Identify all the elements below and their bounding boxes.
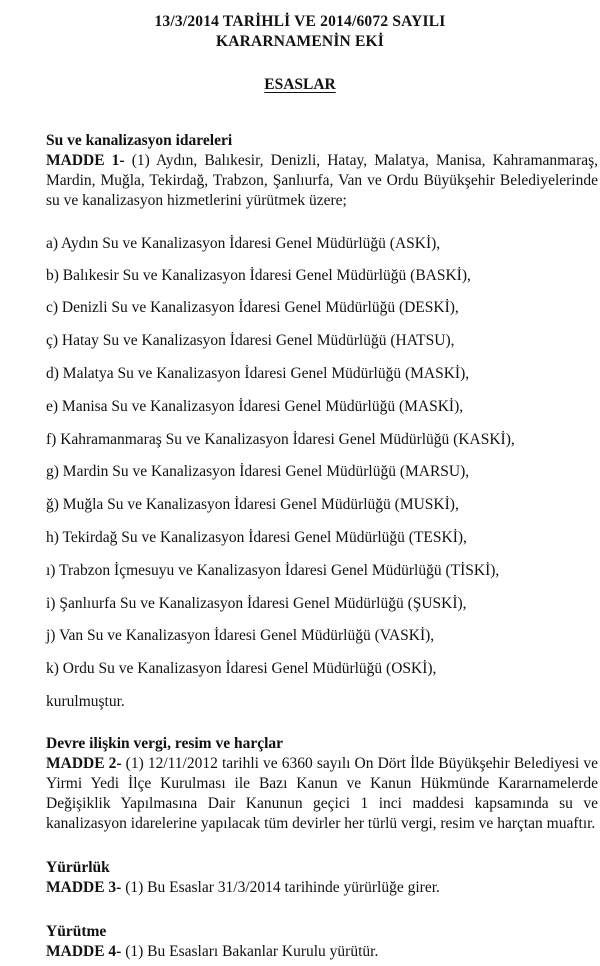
- madde-1-label: MADDE 1-: [46, 152, 125, 169]
- document-title-text: ESASLAR: [264, 76, 336, 93]
- list-item: e) Manisa Su ve Kanalizasyon İdaresi Genel Müdürlüğü (MASKİ),: [46, 398, 464, 415]
- madde-4-label: MADDE 4-: [46, 943, 122, 960]
- list-item: h) Tekirdağ Su ve Kanalizasyon İdaresi Genel Müdürlüğü (TESKİ),: [46, 529, 467, 546]
- list-item: f) Kahramanmaraş Su ve Kanalizasyon İdaresi Genel Müdürlüğü (KASKİ),: [46, 431, 515, 448]
- madde-2-text: (1) 12/11/2012 tarihli ve 6360 sayılı On Dört İlde Büyükşehir Belediyesi ve Yirmi Yedi İlçe Kurulması ile Bazı Kanun ve Kanun Hükmünde Kararnamelerde Değişiklik Yapılmasına Dair Kanunun geçici 1 inci maddesi kapsamında su ve kanalizasyon idarelerine yapılacak tüm devirler her türlü vergi, resim ve harçtan muaftır.: [46, 755, 598, 832]
- list-item: d) Malatya Su ve Kanalizasyon İdaresi Genel Müdürlüğü (MASKİ),: [46, 365, 470, 382]
- list-item: ı) Trabzon İçmesuyu ve Kanalizasyon İdaresi Genel Müdürlüğü (TİSKİ),: [46, 562, 500, 579]
- list-item: ç) Hatay Su ve Kanalizasyon İdaresi Genel Müdürlüğü (HATSU),: [46, 332, 455, 349]
- list-item: a) Aydın Su ve Kanalizasyon İdaresi Genel Müdürlüğü (ASKİ),: [46, 235, 441, 252]
- madde-1-text: (1) Aydın, Balıkesir, Denizli, Hatay, Malatya, Manisa, Kahramanmaraş, Mardin, Muğla, Tekirdağ, Trabzon, Şanlıurfa, Van ve Ordu Büyükşehir Belediyelerinde su ve kanalizasyon hizmetlerini yürütmek üzere;: [46, 152, 599, 209]
- madde-4-paragraph: [46, 942, 598, 962]
- list-item: g) Mardin Su ve Kanalizasyon İdaresi Genel Müdürlüğü (MARSU),: [46, 463, 470, 480]
- madde-3-label: MADDE 3-: [46, 879, 122, 896]
- madde-3-text: (1) Bu Esaslar 31/3/2014 tarihinde yürürlüğe girer.: [125, 879, 440, 896]
- section-1-closing: kurulmuştur.: [46, 693, 125, 710]
- list-item: k) Ordu Su ve Kanalizasyon İdaresi Genel Müdürlüğü (OSKİ),: [46, 660, 437, 677]
- madde-1-paragraph: [46, 151, 598, 211]
- madde-4-text: (1) Bu Esasları Bakanlar Kurulu yürütür.: [125, 943, 379, 960]
- madde-3-paragraph: [46, 878, 598, 898]
- section-heading-yurutme: Yürütme: [46, 923, 107, 940]
- list-item: ğ) Muğla Su ve Kanalizasyon İdaresi Genel Müdürlüğü (MUSKİ),: [46, 496, 459, 513]
- madde-2-label: MADDE 2-: [46, 755, 122, 772]
- list-item: c) Denizli Su ve Kanalizasyon İdaresi Genel Müdürlüğü (DESKİ),: [46, 299, 459, 316]
- document-title: [0, 75, 600, 95]
- section-heading-devir-vergi: Devre ilişkin vergi, resim ve harçlar: [46, 735, 284, 752]
- header-line-1: 13/3/2014 TARİHLİ VE 2014/6072 SAYILI: [154, 13, 446, 30]
- section-heading-su-kanalizasyon: Su ve kanalizasyon idareleri: [46, 132, 233, 149]
- list-item: b) Balıkesir Su ve Kanalizasyon İdaresi Genel Müdürlüğü (BASKİ),: [46, 267, 471, 284]
- list-item: i) Şanlıurfa Su ve Kanalizasyon İdaresi Genel Müdürlüğü (ŞUSKİ),: [46, 595, 467, 612]
- header-line-2: KARARNAMENİN EKİ: [215, 33, 385, 50]
- madde-2-paragraph: [46, 754, 598, 834]
- list-item: j) Van Su ve Kanalizasyon İdaresi Genel Müdürlüğü (VASKİ),: [46, 627, 435, 644]
- section-heading-yururluk: Yürürlük: [46, 859, 110, 876]
